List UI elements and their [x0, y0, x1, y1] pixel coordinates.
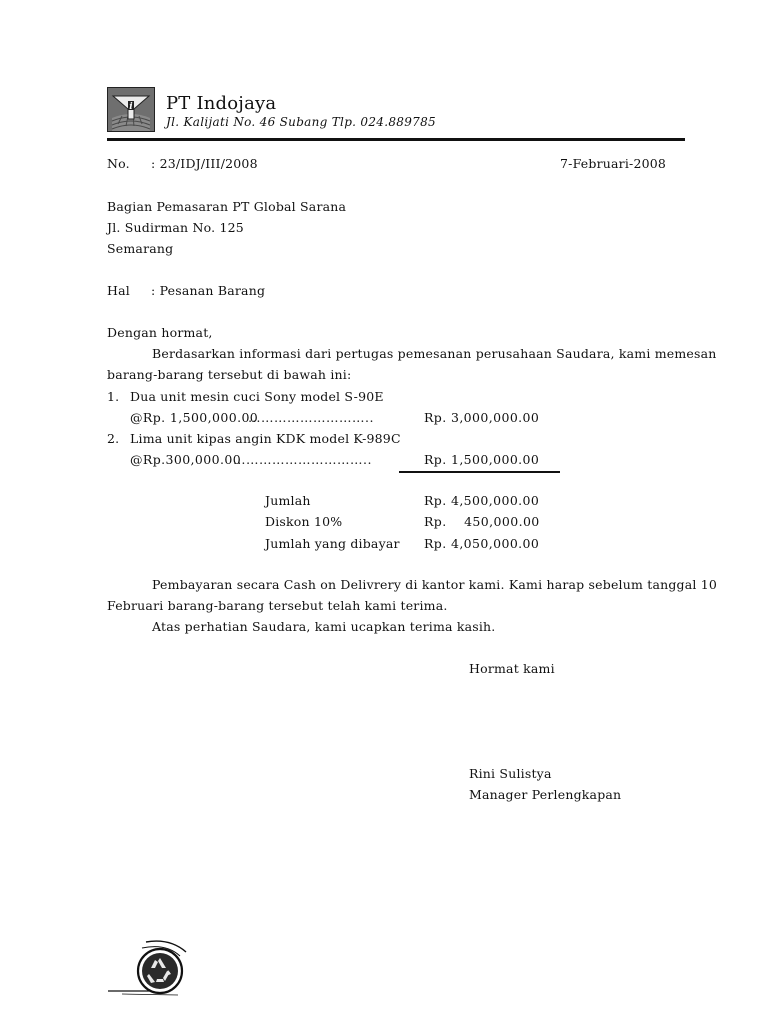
recycle-icon — [108, 938, 198, 1000]
subject-label: Hal — [107, 283, 130, 298]
funnel-logo-icon — [107, 87, 155, 132]
closing-line-1: Pembayaran secara Cash on Delivrery di kantor kami. Kami harap sebelum tanggal 10 — [152, 577, 718, 592]
item-total: Rp. 1,500,000.00 — [424, 452, 540, 467]
item-number: 2. — [107, 431, 120, 446]
item-leader-dots: ……………………….. — [248, 410, 374, 425]
letter-number-label: No. — [107, 156, 130, 171]
item-description: Lima unit kipas angin KDK model K-989C — [130, 431, 401, 446]
recipient-line-2: Jl. Sudirman No. 125 — [107, 220, 244, 235]
subtotal-rule — [399, 471, 560, 473]
sum-label: Jumlah — [265, 493, 311, 508]
recipient-line-3: Semarang — [107, 241, 174, 256]
letter-number-value: : 23/IDJ/III/2008 — [151, 156, 258, 171]
item-unit-price: @Rp. 1,500,000.00 — [130, 410, 259, 425]
item-unit-price: @Rp.300,000.00 — [130, 452, 242, 467]
amount-due-value: Rp. 4,050,000.00 — [424, 536, 540, 551]
amount-due-label: Jumlah yang dibayar — [265, 536, 400, 551]
header-divider — [107, 138, 685, 141]
company-address: Jl. Kalijati No. 46 Subang Tlp. 024.889785 — [166, 115, 436, 129]
intro-line-2: barang-barang tersebut di bawah ini: — [107, 367, 352, 382]
signatory-name: Rini Sulistya — [469, 766, 552, 781]
subject-value: : Pesanan Barang — [151, 283, 266, 298]
item-total: Rp. 3,000,000.00 — [424, 410, 540, 425]
svg-text:i: i — [129, 102, 133, 112]
recipient-line-1: Bagian Pemasaran PT Global Sarana — [107, 199, 347, 214]
intro-line-1: Berdasarkan informasi dari pertugas pemesanan perusahaan Saudara, kami memesan — [152, 346, 717, 361]
closing-line-3: Atas perhatian Saudara, kami ucapkan terima kasih. — [152, 619, 496, 634]
sum-value: Rp. 4,500,000.00 — [424, 493, 540, 508]
item-leader-dots: ………………………….. — [233, 452, 372, 467]
discount-label: Diskon 10% — [265, 514, 343, 529]
item-number: 1. — [107, 389, 120, 404]
letter-date: 7-Februari-2008 — [560, 156, 667, 171]
discount-value: Rp. 450,000.00 — [424, 514, 540, 529]
signature-salutation: Hormat kami — [469, 661, 555, 676]
company-name: PT Indojaya — [166, 93, 277, 114]
signatory-title: Manager Perlengkapan — [469, 787, 622, 802]
closing-line-2: Februari barang-barang tersebut telah kami terima. — [107, 598, 448, 613]
item-description: Dua unit mesin cuci Sony model S-90E — [130, 389, 384, 404]
greeting: Dengan hormat, — [107, 325, 213, 340]
